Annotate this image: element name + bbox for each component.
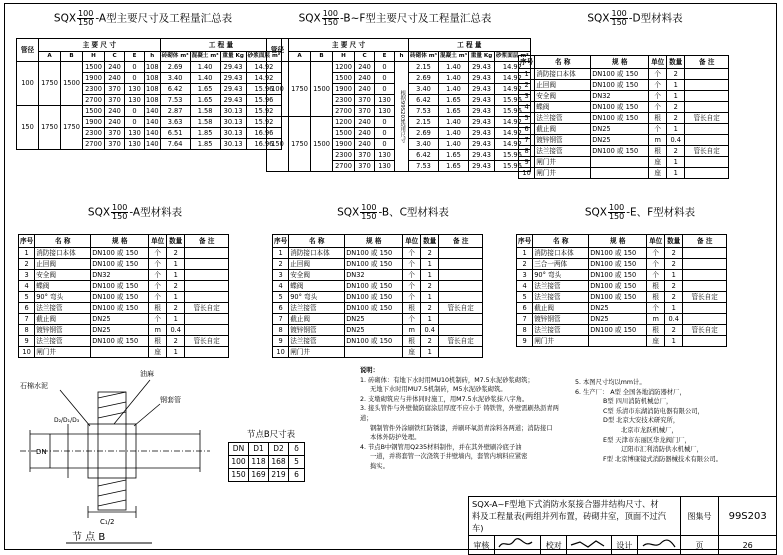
header-cell: 数量 xyxy=(421,235,439,248)
label-oakum: 油麻 xyxy=(140,370,154,378)
header-cell: 备 注 xyxy=(683,235,727,248)
table-row: 5 90° 弯头 DN100 或 150 个 1 xyxy=(19,292,229,303)
table-row: 1 消防接口本体 DN100 或 150 个 2 xyxy=(19,248,229,259)
subheader-cell: A xyxy=(39,52,61,62)
table-d-mat xyxy=(518,55,729,179)
table-row: 6 法兰接管 DN100 或 150 根 2 管长自定 xyxy=(273,303,483,314)
notes-right: 5. 本图尺寸均以mm计。 6. 生产厂： A型 全国各地消防器材厂， B型 四川消防机械总厂， C型 乐清市东湖消防电器有限公司， D型 北京大安技术研究所， 北京市龙跃机械厂， E型 天津市东丽区华龙阀门厂， 辽阳市汇利消防供水机械厂， F型 北京博康镜式消防器械技术有限公司。 xyxy=(575,379,722,463)
dims-table: 管径 主 要 尺 寸 工 程 量 A B H C E h 砖砌体 m³ 混凝土 m³ 重量 Kg 砂浆面层 m² 100 1750 1500 1200 240 0 根据99S203选用尺寸 2.15 1.40 29.43 14.92 1500 240 0 2.69 1.40 29.43 14.92 1900 240 0 3.40 1.40 29.43 14.92 2300 370 130 6.42 1.65 29.43 15.96 2700 370 130 7.53 1.65 29.43 15.96 150 1750 1500 1200 240 0 2.15 1.40 29.43 14.92 1500 240 0 2.69 1.40 29.43 14.92 1900 240 0 3.40 1.40 29.43 14.92 2300 370 130 6.42 1.65 29.43 15.96 2700 370 130 7.53 1.65 29.43 15.96 xyxy=(266,38,531,172)
header-cell: 规 格 xyxy=(589,235,647,248)
page-label: 页 xyxy=(680,536,719,555)
table-row: 7 镀锌钢管 DN25 m 0.4 xyxy=(519,135,729,146)
table-row: 4 蝶阀 DN100 或 150 个 2 xyxy=(19,281,229,292)
table-row: 2700 370 130 7.53 1.65 29.43 15.96 xyxy=(267,106,531,117)
material-table xyxy=(516,234,727,347)
table-row: 150 169 219 6 xyxy=(229,469,305,482)
header-cell: 名 称 xyxy=(533,235,589,248)
table-bc-mat xyxy=(272,234,483,358)
table-ef-mat xyxy=(516,234,727,347)
table-row: 2300 370 130 140 6.51 1.85 30.13 16.96 xyxy=(17,128,282,139)
subheader-cell: C xyxy=(105,52,125,62)
table-row: 7 截止阀 DN25 个 1 xyxy=(273,314,483,325)
table-row: 1900 240 0 3.40 1.40 29.43 14.92 xyxy=(267,84,531,95)
table-row: 1 消防接口本体 DN100 或 150 个 2 xyxy=(519,69,729,80)
header-cell: 备 注 xyxy=(185,235,229,248)
subheader-cell: 砂浆面层 m² xyxy=(246,52,282,62)
table-row: 8 镀锌钢管 DN25 m 0.4 xyxy=(19,325,229,336)
table-row: 10 闸门井 座 1 xyxy=(273,347,483,358)
subheader-cell: E xyxy=(125,52,145,62)
table-row: 9 闸门井 座 1 xyxy=(517,336,727,347)
h-note: 根据99S203选用尺寸 xyxy=(395,62,409,172)
table-row: 1500 240 0 2.69 1.40 29.43 14.92 xyxy=(267,73,531,84)
check-label: 校对 xyxy=(541,536,567,555)
table-row: 1900 240 0 3.40 1.40 29.43 14.92 xyxy=(267,139,531,150)
table-row: 5 法兰接管 DN100 或 150 根 2 管长自定 xyxy=(519,113,729,124)
label-steel-casing: 钢套管 xyxy=(160,396,181,404)
table-row: 1900 240 0 108 3.40 1.40 29.43 14.92 xyxy=(17,73,282,84)
header-cell: 名 称 xyxy=(535,56,591,69)
drawing-title: SQX-A~F型地下式消防水泵接合器井结构尺寸、材 料及工程量表(两组并列布置，砖砌井室，顶面不过汽车) xyxy=(469,497,681,536)
table-row: 7 截止阀 DN25 个 1 xyxy=(19,314,229,325)
table-row: 5 法兰接管 DN100 或 150 根 2 管长自定 xyxy=(517,292,727,303)
label-c1-half: C₁/2 xyxy=(100,518,115,526)
check-signature xyxy=(567,536,612,555)
header-cell: 序号 xyxy=(517,235,533,248)
table-bc-mat-title: SQX $\frac{100}{150}$ -B、C型材料表 xyxy=(337,203,449,221)
table-row: 1500 240 0 2.69 1.40 29.43 14.92 xyxy=(267,128,531,139)
label-dn: DN xyxy=(36,448,47,456)
table-row: 2300 370 130 108 6.42 1.65 29.43 15.96 xyxy=(17,84,282,95)
table-row: 8 法兰接管 DN100 或 150 根 2 管长自定 xyxy=(519,146,729,157)
header-cell: 规 格 xyxy=(91,235,149,248)
table-row: 10 闸门井 座 1 xyxy=(519,168,729,179)
node-b-dims-title: 节点B尺寸表 xyxy=(246,430,296,440)
table-d-mat-title: SQX $\frac{100}{150}$ -D型材料表 xyxy=(587,9,683,27)
node-b-drawing xyxy=(10,362,230,544)
notes-left: 说明： 1. 砖砌体：有地下水时用MU10机制砖，M7.5水泥砂浆砌筑； 无地下水时用MU7.5机制砖，M5水泥砂浆砌筑。 2. 支墩砌筑应与井体同时施工，用M7.5水泥砂浆抹八字角。 3. 接头管件与外壁做防腐涂层厚度不应小于 铸铁管，外壁需刷热沥青两道； 钢制管件外涂刷铁红防锈漆，并刷环氧沥青涂料各两道；消防接口 本体外防护处理。 4. 节点B中钢管用Q235材料制作，并在其外壁刷冷底子油 一道，并将套管一次浇筑于井壁墙内，套管内填料应紧密 捣实。 xyxy=(360,367,559,470)
header-cell: 数量 xyxy=(665,235,683,248)
header-cell: 备 注 xyxy=(439,235,483,248)
table-row: 6 法兰接管 DN100 或 150 根 2 管长自定 xyxy=(19,303,229,314)
header-cell: 数量 xyxy=(167,235,185,248)
table-row: 100 1750 1500 1200 240 0 根据99S203选用尺寸 2.15 1.40 29.43 14.92 xyxy=(267,62,531,73)
subheader-cell: 混凝土 m³ xyxy=(190,52,220,62)
header-cell: 序号 xyxy=(519,56,535,69)
table-row: 9 法兰接管 DN100 或 150 根 2 管长自定 xyxy=(273,336,483,347)
table-row: 1 消防接口本体 DN100 或 150 个 2 xyxy=(517,248,727,259)
table-row: 2 止回阀 DN100 或 150 个 1 xyxy=(19,259,229,270)
page-number: 26 xyxy=(719,536,777,555)
header-cell: 备 注 xyxy=(685,56,729,69)
header-cell: 规 格 xyxy=(591,56,649,69)
header-cell: 名 称 xyxy=(289,235,345,248)
header-cell: 规 格 xyxy=(345,235,403,248)
table-row: 2 止回阀 DN100 或 150 个 1 xyxy=(519,80,729,91)
table-row: 2700 370 130 7.53 1.65 29.43 15.96 xyxy=(267,161,531,172)
table-row: 3 90° 弯头 DN100 或 150 个 1 xyxy=(517,270,727,281)
review-label: 审核 xyxy=(469,536,495,555)
table-row: 4 蝶阀 DN100 或 150 个 2 xyxy=(519,102,729,113)
table-a-mat xyxy=(18,234,229,358)
header-cell: 名 称 xyxy=(35,235,91,248)
atlas-label: 图集号 xyxy=(680,497,719,536)
table-row: 10 闸门井 座 1 xyxy=(19,347,229,358)
table-row: 5 90° 弯头 DN100 或 150 个 1 xyxy=(273,292,483,303)
table-a-mat-title: SQX $\frac{100}{150}$ -A型材料表 xyxy=(87,203,183,221)
material-table xyxy=(272,234,483,358)
header-cell: 管径 xyxy=(17,39,39,62)
table-row: 1900 240 0 140 3.63 1.58 30.13 15.92 xyxy=(17,117,282,128)
table-row: 8 镀锌钢管 DN25 m 0.4 xyxy=(273,325,483,336)
material-table xyxy=(518,55,729,179)
header-cell: 数量 xyxy=(667,56,685,69)
table-row: 8 法兰接管 DN100 或 150 根 2 管长自定 xyxy=(517,325,727,336)
design-label: 设计 xyxy=(611,536,637,555)
node-b-caption: 节 点 B xyxy=(72,532,106,543)
table-row: 2700 370 130 108 7.53 1.65 29.43 15.96 xyxy=(17,95,282,106)
header-cell: 主 要 尺 寸 xyxy=(39,39,161,52)
header-cell: 单位 xyxy=(649,56,667,69)
table-row: 2 止回阀 DN100 或 150 个 1 xyxy=(273,259,483,270)
node-b-dims-table xyxy=(228,442,305,482)
table-row: 100 1750 1500 1500 240 0 108 2.69 1.40 29.43 14.92 xyxy=(17,62,282,73)
dims-table xyxy=(16,38,282,150)
table-row: 3 安全阀 DN32 个 1 xyxy=(519,91,729,102)
table-row: 4 法兰接管 DN100 或 150 根 2 xyxy=(517,281,727,292)
label-asbestos-cement: 石棉水泥 xyxy=(20,382,48,390)
table-row: 9 法兰接管 DN100 或 150 根 2 管长自定 xyxy=(19,336,229,347)
table-row: 7 镀锌钢管 DN25 m 0.4 xyxy=(517,314,727,325)
subheader-cell: h xyxy=(145,52,161,62)
header-cell: 单位 xyxy=(403,235,421,248)
table-row: 3 安全阀 DN32 个 1 xyxy=(19,270,229,281)
label-diameters: D₂/D₁/D₃ xyxy=(54,417,80,424)
subheader-cell: 砖砌体 m³ xyxy=(160,52,190,62)
table-row: 2700 370 130 140 7.64 1.85 30.13 16.96 xyxy=(17,139,282,150)
node-table: DN D1 D2 δ 100 118 168 5 150 169 219 6 xyxy=(228,442,305,482)
table-row: 150 1750 1750 1500 240 0 140 2.87 1.58 30.13 15.92 xyxy=(17,106,282,117)
table-row: 1 消防接口本体 DN100 或 150 个 2 xyxy=(273,248,483,259)
table-row: 3 安全阀 DN32 个 1 xyxy=(273,270,483,281)
table-ef-mat-title: SQX $\frac{100}{150}$ -E、F型材料表 xyxy=(584,203,696,221)
material-table xyxy=(18,234,229,358)
table-row: 9 闸门井 座 1 xyxy=(519,157,729,168)
title-block xyxy=(468,496,777,555)
table-row: 2300 370 130 6.42 1.65 29.43 15.96 xyxy=(267,150,531,161)
table-row: 150 1750 1500 1200 240 0 2.15 1.40 29.43 14.92 xyxy=(267,117,531,128)
table-row: 6 截止阀 DN25 个 1 xyxy=(519,124,729,135)
header-cell: 序号 xyxy=(273,235,289,248)
header-cell: 序号 xyxy=(19,235,35,248)
header-cell: 工 程 量 xyxy=(160,39,282,52)
atlas-number: 99S203 xyxy=(719,497,777,536)
design-signature xyxy=(637,536,680,555)
review-signature xyxy=(494,536,541,555)
table-row: 100 118 168 5 xyxy=(229,456,305,469)
table-row: 4 蝶阀 DN100 或 150 个 2 xyxy=(273,281,483,292)
table-row: 2300 370 130 6.42 1.65 29.43 15.96 xyxy=(267,95,531,106)
header-cell: 单位 xyxy=(149,235,167,248)
table-a-dims-title: SQX $\frac{100}{150}$ -A型主要尺寸及工程量汇总表 xyxy=(53,9,233,27)
table-row: 2 三合一两体 DN100 或 150 个 2 xyxy=(517,259,727,270)
table-bf-dims-title: SQX $\frac{100}{150}$ -B~F型主要尺寸及工程量汇总表 xyxy=(298,9,492,27)
table-row: 6 截止阀 DN25 个 1 xyxy=(517,303,727,314)
subheader-cell: B xyxy=(61,52,83,62)
header-cell: 单位 xyxy=(647,235,665,248)
subheader-cell: H xyxy=(83,52,105,62)
table-a-dims xyxy=(16,38,282,150)
subheader-cell: 重量 Kg xyxy=(220,52,246,62)
table-bf-dims xyxy=(266,38,531,172)
